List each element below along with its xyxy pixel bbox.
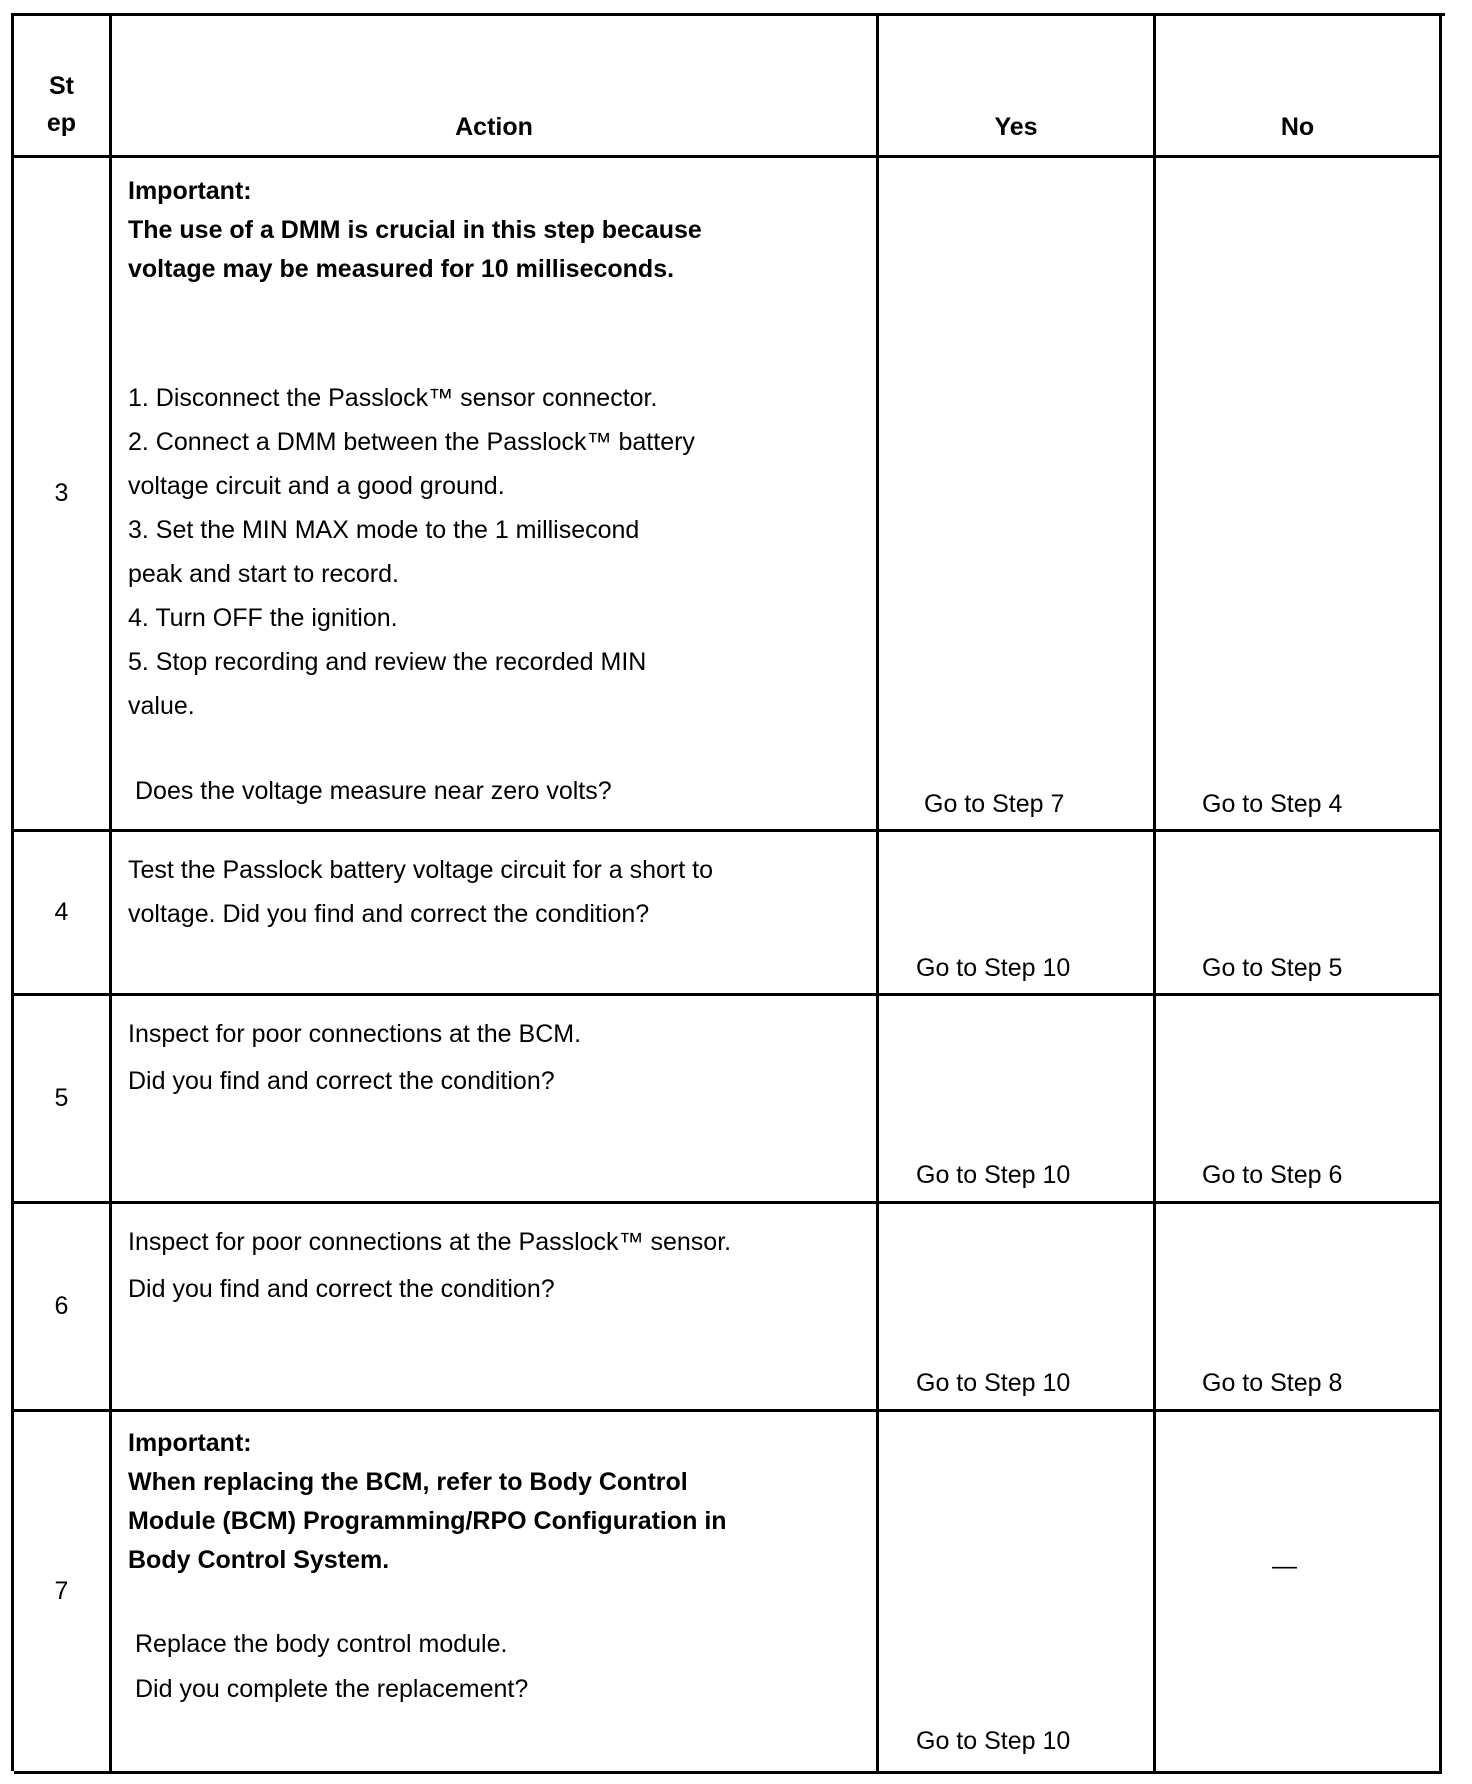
action-line: Inspect for poor connections at the Passlock™ sensor. bbox=[128, 1228, 732, 1256]
yes-cell bbox=[879, 158, 1156, 832]
action-cell bbox=[112, 1412, 879, 1774]
step-number: 4 bbox=[54, 898, 69, 926]
step-number: 5 bbox=[54, 1084, 69, 1112]
action-line: Replace the body control module. bbox=[135, 1630, 508, 1658]
yes-result: Go to Step 10 bbox=[916, 954, 1071, 982]
no-result: Go to Step 8 bbox=[1202, 1369, 1343, 1397]
no-result: Go to Step 6 bbox=[1202, 1161, 1343, 1189]
action-cell bbox=[112, 832, 879, 996]
step-number: 7 bbox=[54, 1577, 69, 1605]
step-number: 6 bbox=[54, 1292, 69, 1320]
action-line: Test the Passlock battery voltage circuit for a short to bbox=[128, 856, 713, 884]
no-cell bbox=[1156, 158, 1442, 832]
header-step-cell bbox=[14, 16, 112, 158]
header-no: No bbox=[1280, 113, 1315, 141]
step-cell bbox=[14, 1412, 112, 1774]
action-line: voltage. Did you find and correct the condition? bbox=[128, 900, 650, 928]
action-line: 1. Disconnect the Passlock™ sensor connector. bbox=[128, 384, 658, 412]
step-cell bbox=[14, 996, 112, 1204]
yes-result: Go to Step 10 bbox=[916, 1369, 1071, 1397]
no-result-dash: — bbox=[1272, 1552, 1297, 1580]
action-line: Did you find and correct the condition? bbox=[128, 1275, 555, 1303]
action-line: value. bbox=[128, 692, 195, 720]
header-step-line2: ep bbox=[46, 109, 77, 137]
header-action: Action bbox=[455, 113, 533, 141]
action-line: peak and start to record. bbox=[128, 560, 399, 588]
action-line: 2. Connect a DMM between the Passlock™ battery bbox=[128, 428, 695, 456]
question-text: Does the voltage measure near zero volts? bbox=[135, 777, 612, 805]
action-line: Inspect for poor connections at the BCM. bbox=[128, 1020, 582, 1048]
header-step-line1: St bbox=[49, 72, 74, 100]
action-line: Did you find and correct the condition? bbox=[128, 1067, 555, 1095]
action-cell bbox=[112, 1204, 879, 1412]
yes-cell bbox=[879, 832, 1156, 996]
yes-result: Go to Step 7 bbox=[924, 790, 1065, 818]
important-label: Important: bbox=[128, 177, 252, 205]
action-cell bbox=[112, 996, 879, 1204]
yes-cell bbox=[879, 1204, 1156, 1412]
yes-result: Go to Step 10 bbox=[916, 1161, 1071, 1189]
important-label: Important: bbox=[128, 1429, 252, 1457]
action-line: 4. Turn OFF the ignition. bbox=[128, 604, 398, 632]
yes-cell bbox=[879, 996, 1156, 1204]
step-number: 3 bbox=[54, 479, 69, 507]
step-cell bbox=[14, 1204, 112, 1412]
action-line: 3. Set the MIN MAX mode to the 1 millisecond bbox=[128, 516, 640, 544]
yes-cell bbox=[879, 1412, 1156, 1774]
no-result: Go to Step 4 bbox=[1202, 790, 1343, 818]
header-no-cell bbox=[1156, 16, 1442, 158]
important-text: When replacing the BCM, refer to Body Control bbox=[128, 1468, 688, 1496]
no-cell bbox=[1156, 832, 1442, 996]
header-action-cell bbox=[112, 16, 879, 158]
important-text: voltage may be measured for 10 milliseconds. bbox=[128, 255, 675, 283]
action-cell bbox=[112, 158, 879, 832]
action-line: voltage circuit and a good ground. bbox=[128, 472, 505, 500]
important-text: Body Control System. bbox=[128, 1546, 390, 1574]
action-line: Did you complete the replacement? bbox=[135, 1675, 529, 1703]
important-text: The use of a DMM is crucial in this step because bbox=[128, 216, 702, 244]
no-cell bbox=[1156, 1204, 1442, 1412]
important-text: Module (BCM) Programming/RPO Configuration in bbox=[128, 1507, 727, 1535]
diagnostic-table bbox=[11, 13, 1445, 1771]
header-yes-cell bbox=[879, 16, 1156, 158]
step-cell bbox=[14, 158, 112, 832]
action-line: 5. Stop recording and review the recorded MIN bbox=[128, 648, 647, 676]
no-result: Go to Step 5 bbox=[1202, 954, 1343, 982]
no-cell bbox=[1156, 996, 1442, 1204]
no-cell bbox=[1156, 1412, 1442, 1774]
header-yes: Yes bbox=[994, 113, 1038, 141]
yes-result: Go to Step 10 bbox=[916, 1727, 1071, 1755]
step-cell bbox=[14, 832, 112, 996]
